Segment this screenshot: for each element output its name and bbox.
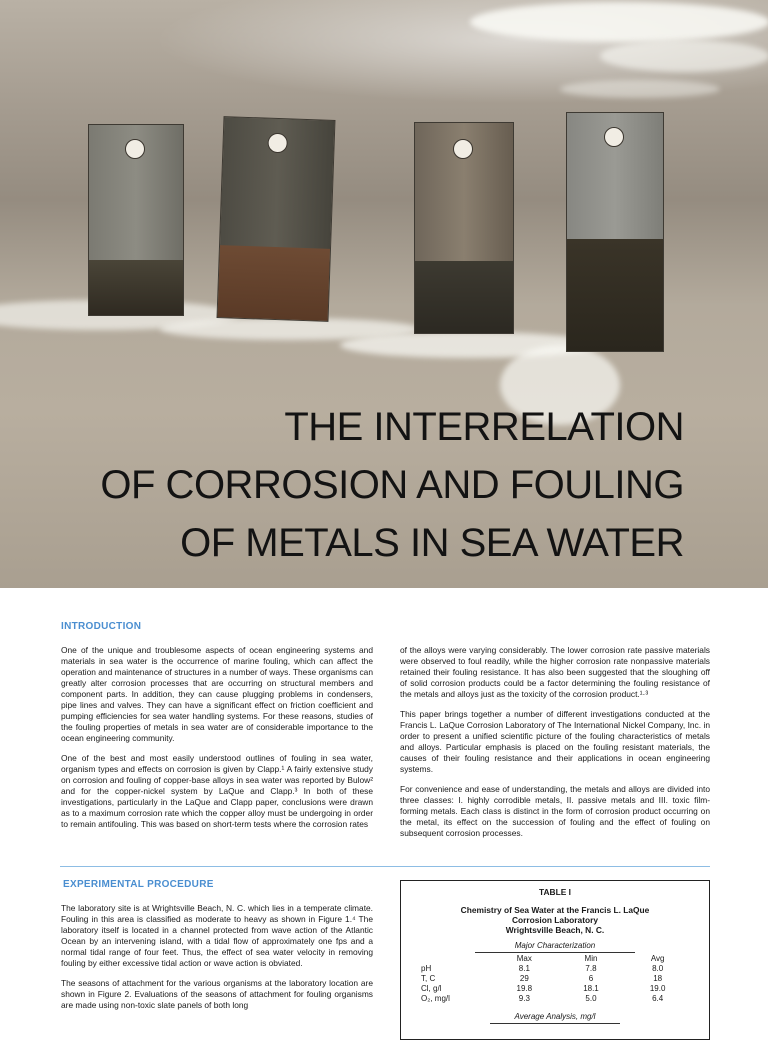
table-row — [421, 994, 691, 1004]
table-row — [421, 974, 691, 984]
table-cell: T, C — [421, 974, 436, 983]
table-title-line: Corrosion Laboratory — [511, 915, 599, 925]
paragraph: For convenience and ease of understanding, the metals and alloys are divided into three classes: I. highly corrodible metals, II. passive metals and III. toxic film-forming metals. Each class is distinct in the form of corrosion product occurring on the metal, its effect on the succession of fouling and the effect of fouling on subsequent corrosion processes. — [400, 784, 710, 838]
paragraph: This paper brings together a number of different investigations conducted at the Francis L. LaQue Corrosion Laboratory of The International Nickel Company, Inc. in order to present a unified scientific picture of the fouling characteristics of metals and alloys. Particular emphasis is placed on the fouling resistant materials, the causes of their fouling resistance and their applications in ocean engineering systems. — [400, 709, 710, 774]
paragraph: One of the unique and troublesome aspects of ocean engineering systems and materials in sea water is the occurrence of marine fouling, which can affect the operation and maintenance of structures in a number of ways. These organisms can greatly alter corrosion processes that are occurring on structural members and component parts. In addition, they can cause plugging problems in condensers, pipe lines and valves. They can have a significant effect on friction coefficient and pumping efficiencies for sea water handling systems. For these reasons, studies of the fouling properties of metals in sea water are of considerable importance to the ocean engineering community. — [61, 645, 373, 743]
metal-panel-2 — [217, 116, 336, 322]
introduction-right-column — [400, 645, 710, 848]
table-label: TABLE I — [539, 887, 571, 897]
section-divider — [60, 866, 710, 867]
table-header-row — [421, 954, 691, 964]
table-subheading-average: Average Analysis, mg/l — [490, 1012, 620, 1024]
paragraph: The laboratory site is at Wrightsville Beach, N. C. which lies in a temperate climate. Fouling in this area is classified as moderate to heavy as shown in Figure 1.⁴ The laboratory itself is located in a channel protected from wave action of the Atlantic Ocean by an intervening island, with a tidal flow of approximately one fps and a normal tidal range of four feet. Thus, the effect of sea water velocity in removing fouling by either excessive tidal action or wave action is obviated. — [61, 903, 373, 968]
paragraph: One of the best and most easily understood outlines of fouling in sea water, organism types and effects on corrosion is given by Clapp.¹ A fairly extensive study on corrosion and fouling of copper-base alloys in sea water was reported by Bulow² and for the copper-nickel system by LaQue and Clapp.³ In both of these investigations, particularly in the LaQue and Clapp paper, conclusions were drawn as to a maximum corrosion rate which the copper alloy must be undergoing in order to remain antifouling. This was based on short-term tests where the corrosion rates — [61, 753, 373, 829]
paragraph: of the alloys were varying considerably. The lower corrosion rate passive materials were observed to foul readily, while the higher corrosion rate nonpassive materials retained their fouling resistance. It has also been suggested that the sloughing off of solid corrosion products could be a factor determining the fouling resistance of the metals and alloys just as the toxicity of the corrosion product.¹·³ — [400, 645, 710, 699]
table-title-line: Wrightsville Beach, N. C. — [505, 925, 605, 935]
table-cell: 8.0 — [652, 964, 664, 973]
table-cell: 19.8 — [516, 984, 533, 993]
table-cell: 9.3 — [518, 994, 530, 1003]
table-title — [401, 905, 709, 935]
table-cell: 8.1 — [518, 964, 530, 973]
introduction-left-column — [61, 645, 373, 839]
introduction-heading: INTRODUCTION — [61, 621, 142, 632]
characterization-table — [421, 954, 691, 1004]
title-line-3: OF METALS IN SEA WATER — [180, 521, 684, 565]
article-title — [100, 398, 684, 572]
table-sea-water-chemistry — [400, 880, 710, 1040]
metal-panel-4 — [566, 112, 664, 352]
table-cell: pH — [421, 964, 432, 973]
table-title-line: Chemistry of Sea Water at the Francis L. LaQue — [460, 905, 650, 915]
table-cell: 5.0 — [585, 994, 597, 1003]
title-line-1: THE INTERRELATION — [284, 405, 684, 449]
table-cell: 6 — [588, 974, 594, 983]
foam-wave — [560, 80, 720, 98]
table-cell: 29 — [519, 974, 529, 983]
column-header — [421, 954, 491, 964]
foam-wave — [470, 2, 768, 42]
table-row — [421, 964, 691, 974]
experimental-column — [61, 903, 373, 1020]
column-header: Avg — [650, 954, 665, 963]
table-row — [421, 984, 691, 994]
paragraph: The seasons of attachment for the various organisms at the laboratory location are shown in Figure 2. Evaluations of the seasons of attachment for fouling organisms are made using non-toxic slate panels of both long — [61, 978, 373, 1010]
table-cell: 19.0 — [649, 984, 666, 993]
foam-wave — [600, 40, 768, 72]
table-cell: Cl, g/l — [421, 984, 442, 993]
table-cell: 18 — [653, 974, 663, 983]
experimental-procedure-heading: EXPERIMENTAL PROCEDURE — [63, 879, 214, 890]
table-cell: 18.1 — [583, 984, 599, 993]
table-cell: 7.8 — [585, 964, 597, 973]
table-subheading: Major Characterization — [475, 941, 635, 953]
column-header: Max — [516, 954, 532, 963]
column-header: Min — [584, 954, 598, 963]
metal-panel-1 — [88, 124, 184, 316]
metal-panel-3 — [414, 122, 514, 334]
table-cell: O₂, mg/l — [421, 994, 450, 1003]
title-line-2: OF CORROSION AND FOULING — [100, 463, 684, 507]
table-cell: 6.4 — [652, 994, 664, 1003]
